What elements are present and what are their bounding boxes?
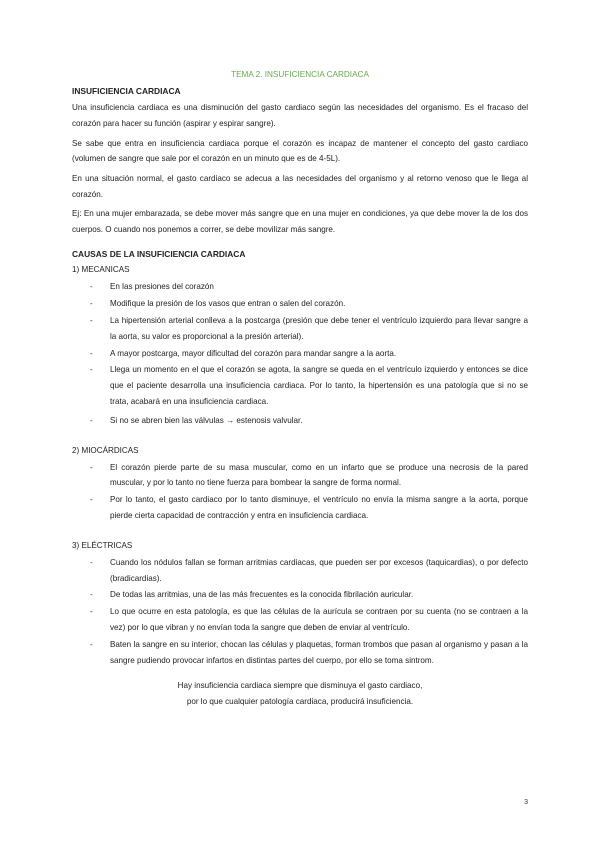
paragraph-example: Ej: En una mujer embarazada, se debe mover más sangre que en una mujer en condiciones, ya que debe mover la de los dos cuerpos. O cuando nos ponemos a correr, se debe movilizar más sangre. (72, 208, 528, 234)
closing-line: Hay insuficiencia cardiaca siempre que disminuya el gasto cardiaco, (177, 681, 423, 691)
list-electricas (72, 555, 528, 669)
list-item-text: El corazón pierde parte de su masa muscular, como en un infarto que se produce una necrosis de la pared muscular, y por lo tanto no tiene fuerza para bombear la sangre de forma normal. (110, 462, 528, 488)
section-heading-insuficiencia: INSUFICIENCIA CARDIACA (72, 86, 181, 96)
dash-bullet: - (90, 282, 93, 292)
list-item-text: De todas las arritmias, una de las más frecuentes es la conocida fibrilación auricular. (110, 590, 414, 600)
list-item (72, 296, 528, 312)
paragraph: Se sabe que entra en insuficiencia cardiaca porque el corazón es incapaz de mantener el concepto del gasto cardiaco (volumen de sangre que sale por el corazón en un minuto que es de 4-5L). (72, 138, 528, 164)
list-item (72, 313, 528, 345)
list-item (72, 604, 528, 636)
dash-bullet: - (90, 365, 93, 375)
dash-bullet: - (90, 495, 93, 505)
list-item (72, 279, 528, 295)
list-item (72, 492, 528, 524)
dash-bullet: - (90, 315, 93, 325)
list-item (72, 346, 528, 362)
list-item-text: Cuando los nódulos fallan se forman arritmias cardiacas, que pueden ser por excesos (taquicardias), o por defecto (bradicardias). (110, 557, 528, 583)
list-miocardicas (72, 460, 528, 524)
list-item-text: Modifique la presión de los vasos que entran o salen del corazón. (110, 299, 346, 309)
dash-bullet: - (90, 348, 93, 358)
group-label-electricas: 3) ELÉCTRICAS (72, 540, 133, 550)
list-item-text: En las presiones del corazón (110, 282, 214, 292)
closing-line: por lo que cualquier patología cardiaca, producirá insuficiencia. (186, 697, 414, 707)
dash-bullet: - (90, 462, 93, 472)
list-item-text: La hipertensión arterial conlleva a la postcarga (presión que debe tener el ventrículo izquierdo para llevar sangre a la aorta, su valor es proporcional a la presión arterial). (110, 315, 528, 341)
document-page (72, 70, 528, 710)
list-item-text: Si no se abren bien las válvulas → estenosis valvular. (110, 415, 303, 425)
paragraph: Una insuficiencia cardiaca es una disminución del gasto cardiaco según las necesidades del organismo. Es el fracaso del corazón para hacer su función (aspirar y espirar sangre). (72, 103, 528, 128)
list-item (72, 413, 528, 429)
list-item (72, 362, 528, 409)
dash-bullet: - (90, 557, 93, 567)
dash-bullet: - (90, 415, 93, 425)
dash-bullet: - (90, 607, 93, 617)
list-item-text: Baten la sangre en su interior, chocan las células y plaquetas, forman trombos que pasan al organismo y pasan a la sangre pudiendo provocar infartos en distintas partes del cuerpo, por ello se toma sintrom. (110, 639, 528, 665)
group-label-miocardicas: 2) MIOCÁRDICAS (72, 445, 139, 455)
section-heading-causas: CAUSAS DE LA INSUFICIENCIA CARDIACA (72, 249, 246, 260)
dash-bullet: - (90, 639, 93, 649)
list-mecanicas (72, 279, 528, 428)
paragraph: En una situación normal, el gasto cardiaco se adecua a las necesidades del organismo y al retorno venoso que le llega al corazón. (72, 174, 528, 199)
closing-statement (72, 678, 528, 710)
list-item-text: Lo que ocurre en esta patología, es que las células de la aurícula se contraen por su cuenta (no se contraen a la vez) por lo que vibran y no envían toda la sangre que deben de enviar al ventrículo. (110, 607, 528, 632)
list-item (72, 637, 528, 669)
list-item (72, 587, 528, 603)
dash-bullet: - (90, 299, 93, 309)
list-item-text: Por lo tanto, el gasto cardiaco por lo tanto disminuye, el ventrículo no envía la misma sangre a la aorta, porque pierde cierta capacidad de contracción y entra en insuficiencia cardiaca. (110, 495, 528, 520)
page-number: 3 (524, 799, 528, 806)
document-title: TEMA 2. INSUFICIENCIA CARDIACA (231, 70, 369, 79)
list-item (72, 460, 528, 492)
list-item-text: A mayor postcarga, mayor dificultad del corazón para mandar sangre a la aorta. (110, 348, 397, 358)
dash-bullet: - (90, 590, 93, 600)
list-item-text: Llega un momento en el que el corazón se agota, la sangre se queda en el ventrículo izquierdo y entonces se dice que el paciente desarrolla una insuficiencia cardiaca. Por lo tanto, la hipertensión es una patología que si no se trata, acabará en una insuficiencia cardiaca. (110, 365, 528, 406)
group-label-mecanicas: 1) MECANICAS (72, 265, 130, 275)
list-item (72, 555, 528, 587)
